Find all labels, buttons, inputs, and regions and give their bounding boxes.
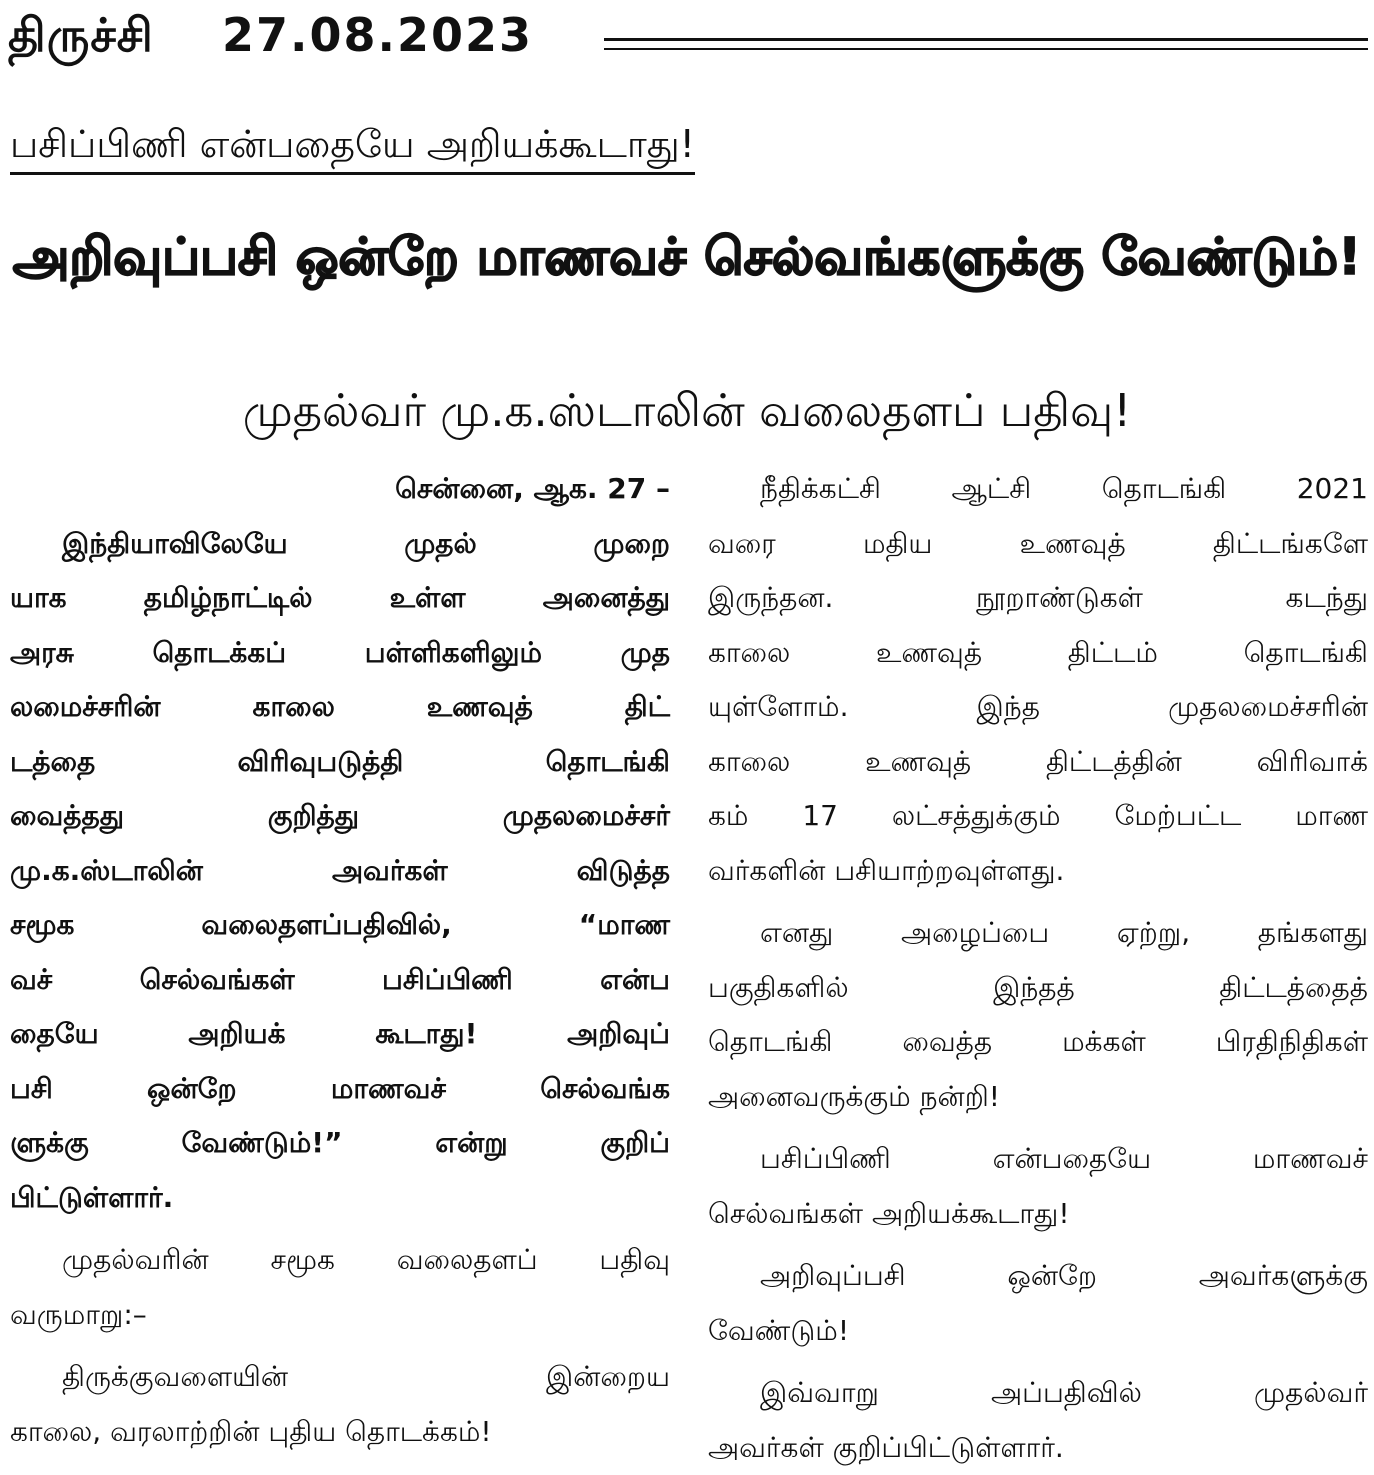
- text-line: தையே அறியக் கூடாது! அறிவுப்: [10, 1007, 670, 1062]
- text-line: எனது அழைப்பை ஏற்று, தங்களது: [708, 906, 1368, 961]
- paragraph-3: [708, 1132, 1368, 1241]
- paragraph-1: [10, 517, 670, 1226]
- text-line: பகுதிகளில் இந்தத் திட்டத்தைத்: [708, 961, 1368, 1016]
- masthead-rule: [604, 38, 1368, 41]
- paragraph-3: [10, 1350, 670, 1459]
- text-line: வேண்டும்!: [708, 1304, 1368, 1359]
- text-line: வரை மதிய உணவுத் திட்டங்களே: [708, 517, 1368, 572]
- masthead-city: திருச்சி: [8, 8, 154, 69]
- text-line: வைத்தது குறித்து முதலமைச்சர்: [10, 789, 670, 844]
- text-line: டத்தை விரிவுபடுத்தி தொடங்கி: [10, 735, 670, 790]
- text-line: பிட்டுள்ளார்.: [10, 1171, 670, 1226]
- text-line: காலை, வரலாற்றின் புதிய தொடக்கம்!: [10, 1405, 670, 1460]
- paragraph-5: [708, 1366, 1368, 1475]
- subheadline: முதல்வர் மு.க.ஸ்டாலின் வலைதளப் பதிவு!: [10, 384, 1364, 438]
- text-line: இவ்வாறு அப்பதிவில் முதல்வர்: [708, 1366, 1368, 1421]
- kicker-headline: பசிப்பிணி என்பதையே அறியக்கூடாது!: [10, 122, 695, 175]
- article-column-right: [708, 462, 1368, 1475]
- masthead: [8, 6, 1368, 76]
- text-line: அரசு தொடக்கப் பள்ளிகளிலும் முத: [10, 626, 670, 681]
- paragraph-2: [708, 906, 1368, 1124]
- paragraph-1: [708, 462, 1368, 898]
- paragraph-4: [708, 1249, 1368, 1358]
- main-headline: அறிவுப்பசி ஒன்றே மாணவச் செல்வங்களுக்கு வேண்டும்!: [10, 222, 1364, 293]
- text-line: லமைச்சரின் காலை உணவுத் திட்: [10, 680, 670, 735]
- masthead-rule-thin: [604, 48, 1368, 50]
- text-line: வர்களின் பசியாற்றவுள்ளது.: [708, 844, 1368, 899]
- text-line: நீதிக்கட்சி ஆட்சி தொடங்கி 2021: [708, 462, 1368, 517]
- text-line: இந்தியாவிலேயே முதல் முறை: [10, 517, 670, 572]
- text-line: சமூக வலைதளப்பதிவில், “மாண: [10, 898, 670, 953]
- text-line: யாக தமிழ்நாட்டில் உள்ள அனைத்து: [10, 571, 670, 626]
- text-line: பசி ஒன்றே மாணவச் செல்வங்க: [10, 1062, 670, 1117]
- text-line: அறிவுப்பசி ஒன்றே அவர்களுக்கு: [708, 1249, 1368, 1304]
- text-line: கம் 17 லட்சத்துக்கும் மேற்பட்ட மாண: [708, 789, 1368, 844]
- text-line: செல்வங்கள் அறியக்கூடாது!: [708, 1187, 1368, 1242]
- text-line: அனைவருக்கும் நன்றி!: [708, 1070, 1368, 1125]
- article-column-left: [10, 462, 670, 1459]
- text-line: காலை உணவுத் திட்டத்தின் விரிவாக்: [708, 735, 1368, 790]
- text-line: ளுக்கு வேண்டும்!” என்று குறிப்: [10, 1116, 670, 1171]
- dateline: சென்னை, ஆக. 27 –: [10, 462, 670, 517]
- text-line: வருமாறு:–: [10, 1288, 670, 1343]
- text-line: வச் செல்வங்கள் பசிப்பிணி என்ப: [10, 953, 670, 1008]
- text-line: அவர்கள் குறிப்பிட்டுள்ளார்.: [708, 1421, 1368, 1475]
- paragraph-2: [10, 1233, 670, 1342]
- text-line: இருந்தன. நூறாண்டுகள் கடந்து: [708, 571, 1368, 626]
- text-line: பசிப்பிணி என்பதையே மாணவச்: [708, 1132, 1368, 1187]
- text-line: மு.க.ஸ்டாலின் அவர்கள் விடுத்த: [10, 844, 670, 899]
- text-line: காலை உணவுத் திட்டம் தொடங்கி: [708, 626, 1368, 681]
- text-line: முதல்வரின் சமூக வலைதளப் பதிவு: [10, 1233, 670, 1288]
- masthead-date: 27.08.2023: [222, 8, 533, 62]
- text-line: தொடங்கி வைத்த மக்கள் பிரதிநிதிகள்: [708, 1015, 1368, 1070]
- text-line: திருக்குவளையின் இன்றைய: [10, 1350, 670, 1405]
- text-line: யுள்ளோம். இந்த முதலமைச்சரின்: [708, 680, 1368, 735]
